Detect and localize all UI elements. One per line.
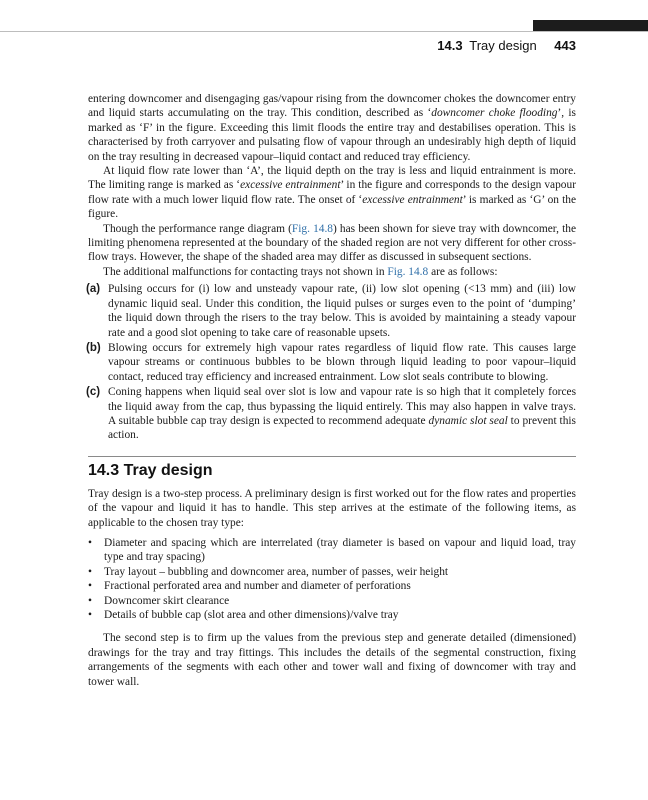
bullet-glyph: •: [88, 580, 92, 593]
list-item-text: Pulsing occurs for (i) low and unsteady vapour rate, (ii) low slot opening (<13 mm) and (iii) low dynamic liquid seal. Under this condition, the liquid pulses or surges even to the point of ‘dumping’ the liquid down through the risers to the tray below. This is avoided by maintaining a steady vapour rate and a good slot opening to take care of reasonable upsets.: [108, 283, 576, 339]
text-run: are as follows:: [428, 265, 498, 278]
list-item-text: Coning happens when liquid seal over slot is low and vapour rate is so high that it completely forces the liquid away from the cap, thus bypassing the liquid entirely. This may also happen in valve trays. A suitable bubble cap tray design is expected to recommend adequate: [108, 386, 576, 427]
section-divider: [88, 456, 576, 457]
text-run: The additional malfunctions for contacting trays not shown in: [103, 265, 388, 278]
bullet-item: [88, 594, 576, 608]
figure-reference-link[interactable]: Fig. 14.8: [291, 222, 333, 235]
bullet-text: Tray layout – bubbling and downcomer area, number of passes, weir height: [104, 565, 449, 578]
paragraph-downcomer-choke: [88, 92, 576, 164]
bullet-item: [88, 579, 576, 593]
bullet-glyph: •: [88, 609, 92, 621]
list-marker: (a): [86, 283, 101, 296]
design-items-list: [88, 536, 576, 622]
list-item-text: to prevent this action.: [108, 414, 576, 442]
bullet-text: Downcomer skirt clearance: [104, 594, 230, 607]
list-marker: (c): [86, 386, 101, 399]
figure-reference-link[interactable]: Fig. 14.8: [387, 265, 429, 278]
paragraph-excessive-entrainment: [88, 164, 576, 222]
paragraph-tray-design-second-step: The second step is to firm up the values from the previous step and generate detailed (dimensioned) drawings for the tray and tray fittings. This includes the details of the segmental construction, fixing arrangements of the segments with each other and tower wall and fixing of downcomer with tray and tower wall.: [88, 632, 576, 688]
bullet-glyph: •: [88, 594, 92, 607]
bullet-item: [88, 608, 576, 622]
header-rule: [0, 31, 648, 32]
paragraph-performance-range: [88, 222, 576, 265]
list-marker: (b): [86, 341, 101, 354]
text-run: entering downcomer and disengaging gas/vapour rising from the downcomer chokes the downcomer entry and liquid starts accumulating on the tray. This condition, described as ‘: [88, 93, 576, 120]
text-run: At liquid flow rate lower than ‘A’, the liquid depth on the tray is less and liquid entrainment is more. The limiting range is marked as ‘: [88, 165, 576, 192]
bullet-item: [88, 536, 576, 565]
bullet-text: Fractional perforated area and number and diameter of perforations: [104, 580, 411, 593]
page-number: 443: [554, 38, 576, 53]
emphasis-term: dynamic slot seal: [428, 414, 508, 427]
header-section-title: Tray design: [469, 38, 537, 53]
text-run: ) has been shown for sieve tray with downcomer, the limiting phenomena represented at the boundary of the shaded region are not very different for other cross-flow trays. However, the shape of the shaded area may differ as discussed in subsequent sections.: [88, 222, 577, 264]
bullet-glyph: •: [88, 565, 92, 578]
page-body: [88, 92, 576, 689]
bullet-item: [88, 565, 576, 579]
list-item-text: Blowing occurs for extremely high vapour rates regardless of liquid flow rate. This causes large vapour streams or continuous bubbles to be blown through liquid leading to poor vapour–liquid contact, reduced tray efficiency and increased entrainment. Low slot seals contribute to blowing.: [108, 341, 576, 383]
emphasis-term: excessive entrainment: [240, 179, 341, 192]
header-section-number: 14.3: [437, 38, 463, 53]
bullet-glyph: •: [88, 536, 92, 549]
bullet-text: Diameter and spacing which are interrelated (tray diameter is based on vapour and liquid load, tray type and tray spacing): [104, 536, 576, 564]
emphasis-term: downcomer choke flooding: [431, 107, 558, 120]
running-head: [437, 38, 576, 53]
text-run: Though the performance range diagram (: [103, 222, 292, 235]
text-run: ’, is marked as ‘F’ in the figure. Exceeding this limit floods the entire tray and destabilises operation. This is characterised by froth carryover and pulsating flow of vapour through an undesirably high depth of liquid on the tray resulting in decreased vapour–liquid contact and reduced tray efficiency.: [88, 107, 576, 163]
paragraph-additional-malfunctions: [88, 265, 576, 279]
list-item-pulsing: [88, 282, 576, 340]
paragraph-tray-design-intro: Tray design is a two-step process. A preliminary design is first worked out for the flow rates and properties of the vapour and liquid it has to handle. This step arrives at the estimate of the following items, as applicable to the chosen tray type:: [88, 487, 576, 529]
emphasis-term: excessive entrainment: [362, 193, 463, 206]
section-heading: 14.3 Tray design: [88, 461, 213, 479]
malfunctions-list: [88, 282, 576, 442]
text-run: ’ is marked as ‘G’ on the figure.: [88, 193, 577, 221]
list-item-blowing: [88, 341, 576, 384]
text-run: ’ in the figure and corresponds to the design vapour flow rate with a much lower liquid flow rate. The onset of ‘: [88, 179, 576, 206]
bullet-text: Details of bubble cap (slot area and other dimensions)/valve tray: [104, 609, 399, 621]
list-item-coning: [88, 385, 576, 443]
